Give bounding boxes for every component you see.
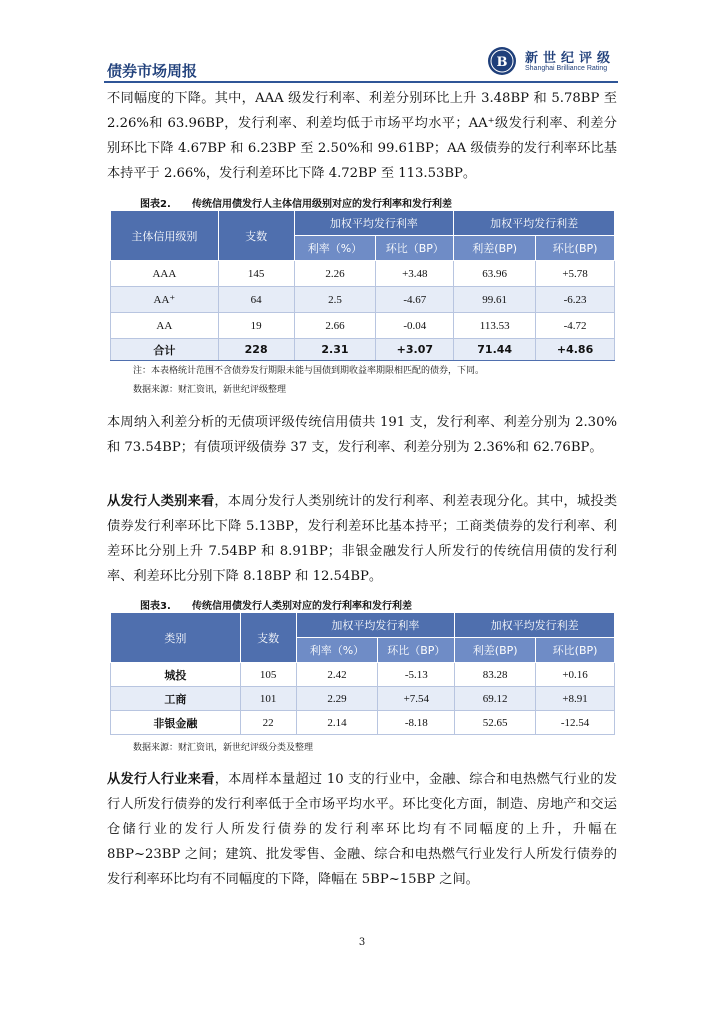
- cell-spread-chg: -6.23: [536, 287, 615, 313]
- table-row: [111, 687, 615, 711]
- header-spread-chg: 环比(BP): [536, 638, 615, 663]
- brand-name-en: Shanghai Brilliance Rating: [525, 65, 608, 72]
- header-rate-group: 加权平均发行利率: [294, 211, 454, 236]
- report-title: 债券市场周报: [107, 62, 198, 80]
- brand-logo: [487, 46, 621, 78]
- cell-spread: 83.28: [455, 663, 536, 687]
- table-row: [111, 261, 615, 287]
- header-count: 支数: [218, 211, 294, 261]
- cell-rate: 2.42: [296, 663, 378, 687]
- paragraph-industry-body: ，本周样本量超过 10 支的行业中，金融、综合和电热燃气行业的发行人所发行债券的发行利率低于全市场平均水平。环比变化方面，制造、房地产和交运仓储行业的发行人所发行债券的发行利率环比均有不同幅度的上升，升幅在 8BP~23BP 之间；建筑、批发零售、金融、综合和电热燃气行业发行人所发行债券的发行利率环比均有不同幅度的下降，降幅在 5BP~15BP 之间。: [107, 772, 617, 887]
- cell-spread: 63.96: [454, 261, 536, 287]
- table3-caption-title: 传统信用债发行人类别对应的发行利率和发行利差: [192, 601, 412, 612]
- header-spread-group: 加权平均发行利差: [454, 211, 615, 236]
- cell-spread-chg: -12.54: [536, 711, 615, 735]
- cell-count: 228: [218, 339, 294, 361]
- cell-count: 22: [240, 711, 296, 735]
- header-count: 支数: [240, 613, 296, 663]
- table-row: [111, 711, 615, 735]
- cell-count: 145: [218, 261, 294, 287]
- header-spread-group: 加权平均发行利差: [455, 613, 615, 638]
- cell-spread-chg: -4.72: [536, 313, 615, 339]
- table3-caption: [140, 597, 412, 612]
- cell-rate: 2.26: [294, 261, 376, 287]
- cell-spread: 69.12: [455, 687, 536, 711]
- header-rate: 利率（%）: [296, 638, 378, 663]
- cell-rate: 2.66: [294, 313, 376, 339]
- paragraph-industry: [107, 767, 617, 892]
- page-number: 3: [358, 937, 366, 948]
- cell-spread: 71.44: [454, 339, 536, 361]
- cell-count: 105: [240, 663, 296, 687]
- header-category: 类别: [111, 613, 241, 663]
- header-divider: [104, 81, 618, 83]
- paragraph-issuer-type: [107, 489, 617, 589]
- cell-rate-chg: -5.13: [378, 663, 455, 687]
- cell-rate-chg: -0.04: [376, 313, 454, 339]
- rating-rate-table: [110, 210, 615, 361]
- cell-rate-chg: +3.48: [376, 261, 454, 287]
- cell-rate: 2.14: [296, 711, 378, 735]
- cell-category: 工商: [111, 687, 241, 711]
- table-row: [111, 313, 615, 339]
- header-rate: 利率（%）: [294, 236, 376, 261]
- cell-count: 19: [218, 313, 294, 339]
- header-spread: 利差(BP): [454, 236, 536, 261]
- table-row: [111, 663, 615, 687]
- header-rating: 主体信用级别: [111, 211, 219, 261]
- cell-category: 合计: [111, 339, 219, 361]
- cell-rate-chg: +3.07: [376, 339, 454, 361]
- cell-rate-chg: +7.54: [378, 687, 455, 711]
- cell-spread-chg: +8.91: [536, 687, 615, 711]
- table2-caption-title: 传统信用债发行人主体信用级别对应的发行利率和发行利差: [192, 199, 452, 210]
- cell-category: 城投: [111, 663, 241, 687]
- header-rate-group: 加权平均发行利率: [296, 613, 455, 638]
- cell-spread-chg: +4.86: [536, 339, 615, 361]
- header-spread: 利差(BP): [455, 638, 536, 663]
- cell-rate-chg: -8.18: [378, 711, 455, 735]
- table2-caption: [140, 195, 452, 210]
- paragraph-rating-analysis: 不同幅度的下降。其中，AAA 级发行利率、利差分别环比上升 3.48BP 和 5.78BP 至 2.26%和 63.96BP，发行利率、利差均低于市场平均水平；AA⁺级发行利率、利差分别环比下降 4.67BP 和 6.23BP 至 2.50%和 99.61BP；AA 级债券的发行利率环比基本持平于 2.66%，发行利差环比下降 4.72BP 至 113.53BP。: [107, 91, 617, 181]
- header-spread-chg: 环比(BP): [536, 236, 615, 261]
- cell-rate: 2.5: [294, 287, 376, 313]
- brand-name-cn: 新世纪评级: [525, 51, 616, 66]
- issuer-type-rate-table: [110, 612, 615, 735]
- paragraph-issuer-type-body: ，本周分发行人类别统计的发行利率、利差表现分化。其中，城投类债券发行利率环比下降 5.13BP，发行利差环比基本持平；工商类债券的发行利率、利差环比分别上升 7.54BP 和 8.91BP；非银金融发行人所发行的传统信用债的发行利率、利差环比分别下降 8.18BP 和 12.54BP。: [107, 494, 618, 584]
- cell-spread: 113.53: [454, 313, 536, 339]
- header-rate-chg: 环比（BP）: [376, 236, 454, 261]
- cell-count: 101: [240, 687, 296, 711]
- cell-category: AA⁺: [111, 287, 219, 313]
- brand-seal-icon: [487, 46, 517, 76]
- table2-caption-number: 图表2.: [140, 199, 171, 210]
- cell-category: AAA: [111, 261, 219, 287]
- header-rate-chg: 环比（BP）: [378, 638, 455, 663]
- paragraph-issuer-type-lead: 从发行人类别来看: [107, 494, 215, 509]
- table2-source: 数据来源：财汇资讯，新世纪评级整理: [133, 385, 287, 395]
- paragraph-industry-lead: 从发行人行业来看: [107, 772, 215, 787]
- cell-spread-chg: +0.16: [536, 663, 615, 687]
- cell-category: AA: [111, 313, 219, 339]
- table3-caption-number: 图表3.: [140, 601, 171, 612]
- brand-seal-mark: B: [496, 55, 508, 70]
- cell-spread: 99.61: [454, 287, 536, 313]
- cell-rate-chg: -4.67: [376, 287, 454, 313]
- cell-spread-chg: +5.78: [536, 261, 615, 287]
- cell-category: 非银金融: [111, 711, 241, 735]
- table-row: [111, 287, 615, 313]
- cell-rate: 2.31: [294, 339, 376, 361]
- cell-rate: 2.29: [296, 687, 378, 711]
- table2-note: 注：本表格统计范围不含债券发行期限未能与国债到期收益率期限相匹配的债券，下同。: [133, 366, 485, 376]
- cell-count: 64: [218, 287, 294, 313]
- table-total-row: [111, 339, 615, 361]
- table3-source: 数据来源：财汇资讯，新世纪评级分类及整理: [133, 743, 314, 753]
- cell-spread: 52.65: [455, 711, 536, 735]
- paragraph-rated-vs-unrated: 本周纳入利差分析的无债项评级传统信用债共 191 支，发行利率、利差分别为 2.30%和 73.54BP；有债项评级债券 37 支，发行利率、利差分别为 2.36%和 62.76BP。: [107, 415, 617, 455]
